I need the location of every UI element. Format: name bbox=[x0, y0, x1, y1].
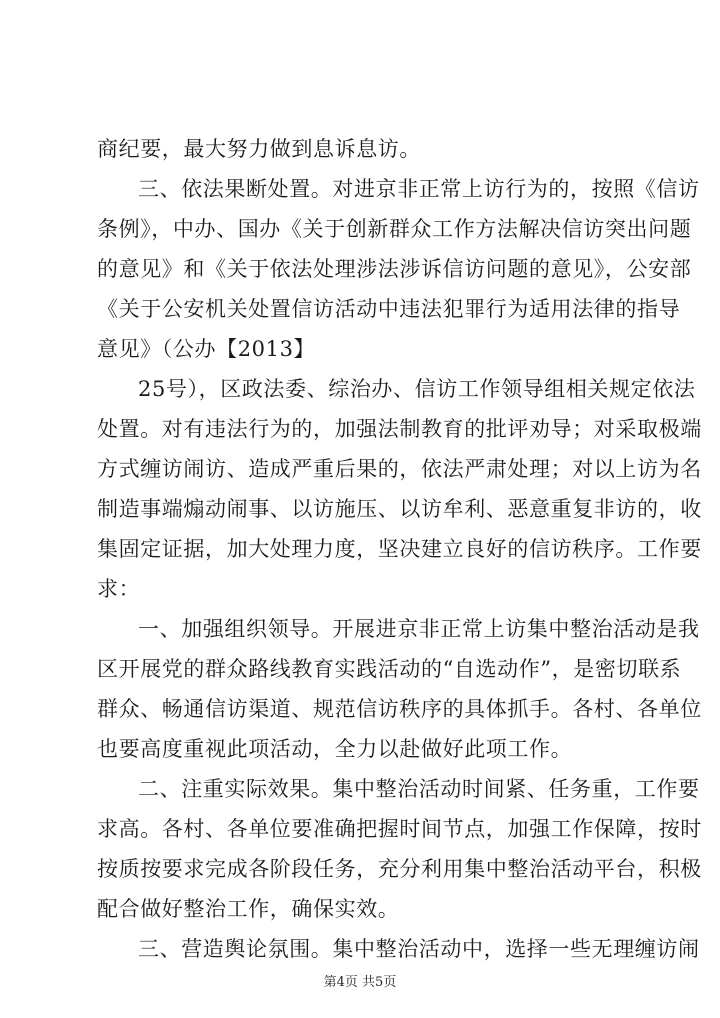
text-line: 25号），区政法委、综治办、信访工作领导组相关规定依法 bbox=[138, 377, 696, 401]
text-line: 条例》，中办、国办《关于创新群众工作方法解决信访突出问题 bbox=[97, 217, 692, 241]
text-line: 《关于公安机关处置信访活动中违法犯罪行为适用法律的指导 bbox=[97, 297, 681, 321]
page-number-footer: 第4页 共5页 bbox=[323, 975, 397, 990]
text-line: 方式缠访闹访、造成严重后果的，依法严肃处理；对以上访为名 bbox=[97, 457, 702, 481]
text-line: 一、加强组织领导。开展进京非正常上访集中整治活动是我 bbox=[138, 617, 700, 641]
text-line: 求高。各村、各单位要准确把握时间节点，加强工作保障，按时 bbox=[97, 817, 702, 841]
text-line: 三、依法果断处置。对进京非正常上访行为的，按照《信访 bbox=[138, 177, 700, 201]
text-line: 处置。对有违法行为的，加强法制教育的批评劝导；对采取极端 bbox=[97, 417, 702, 441]
text-line: 按质按要求完成各阶段任务，充分利用集中整治活动平台，积极 bbox=[97, 857, 702, 881]
text-line: 求： bbox=[97, 577, 141, 601]
text-line: 制造事端煽动闹事、以访施压、以访牟利、恶意重复非访的，收 bbox=[97, 497, 702, 521]
text-line: 商纪要，最大努力做到息诉息访。 bbox=[97, 137, 421, 161]
text-line: 意见》（公办【2013】 bbox=[97, 337, 316, 361]
text-line: 也要高度重视此项活动，全力以赴做好此项工作。 bbox=[97, 737, 573, 761]
text-line: 二、注重实际效果。集中整治活动时间紧、任务重，工作要 bbox=[138, 777, 700, 801]
text-line: 集固定证据，加大处理力度，坚决建立良好的信访秩序。工作要 bbox=[97, 537, 702, 561]
text-line: 区开展党的群众路线教育实践活动的“自选动作”，是密切联系 bbox=[97, 657, 682, 681]
text-line: 配合做好整治工作，确保实效。 bbox=[97, 897, 400, 921]
text-line: 群众、畅通信访渠道、规范信访秩序的具体抓手。各村、各单位 bbox=[97, 697, 702, 721]
text-line: 的意见》和《关于依法处理涉法涉诉信访问题的意见》，公安部 bbox=[97, 257, 692, 281]
text-line: 三、营造舆论氛围。集中整治活动中，选择一些无理缠访闹 bbox=[138, 937, 700, 961]
